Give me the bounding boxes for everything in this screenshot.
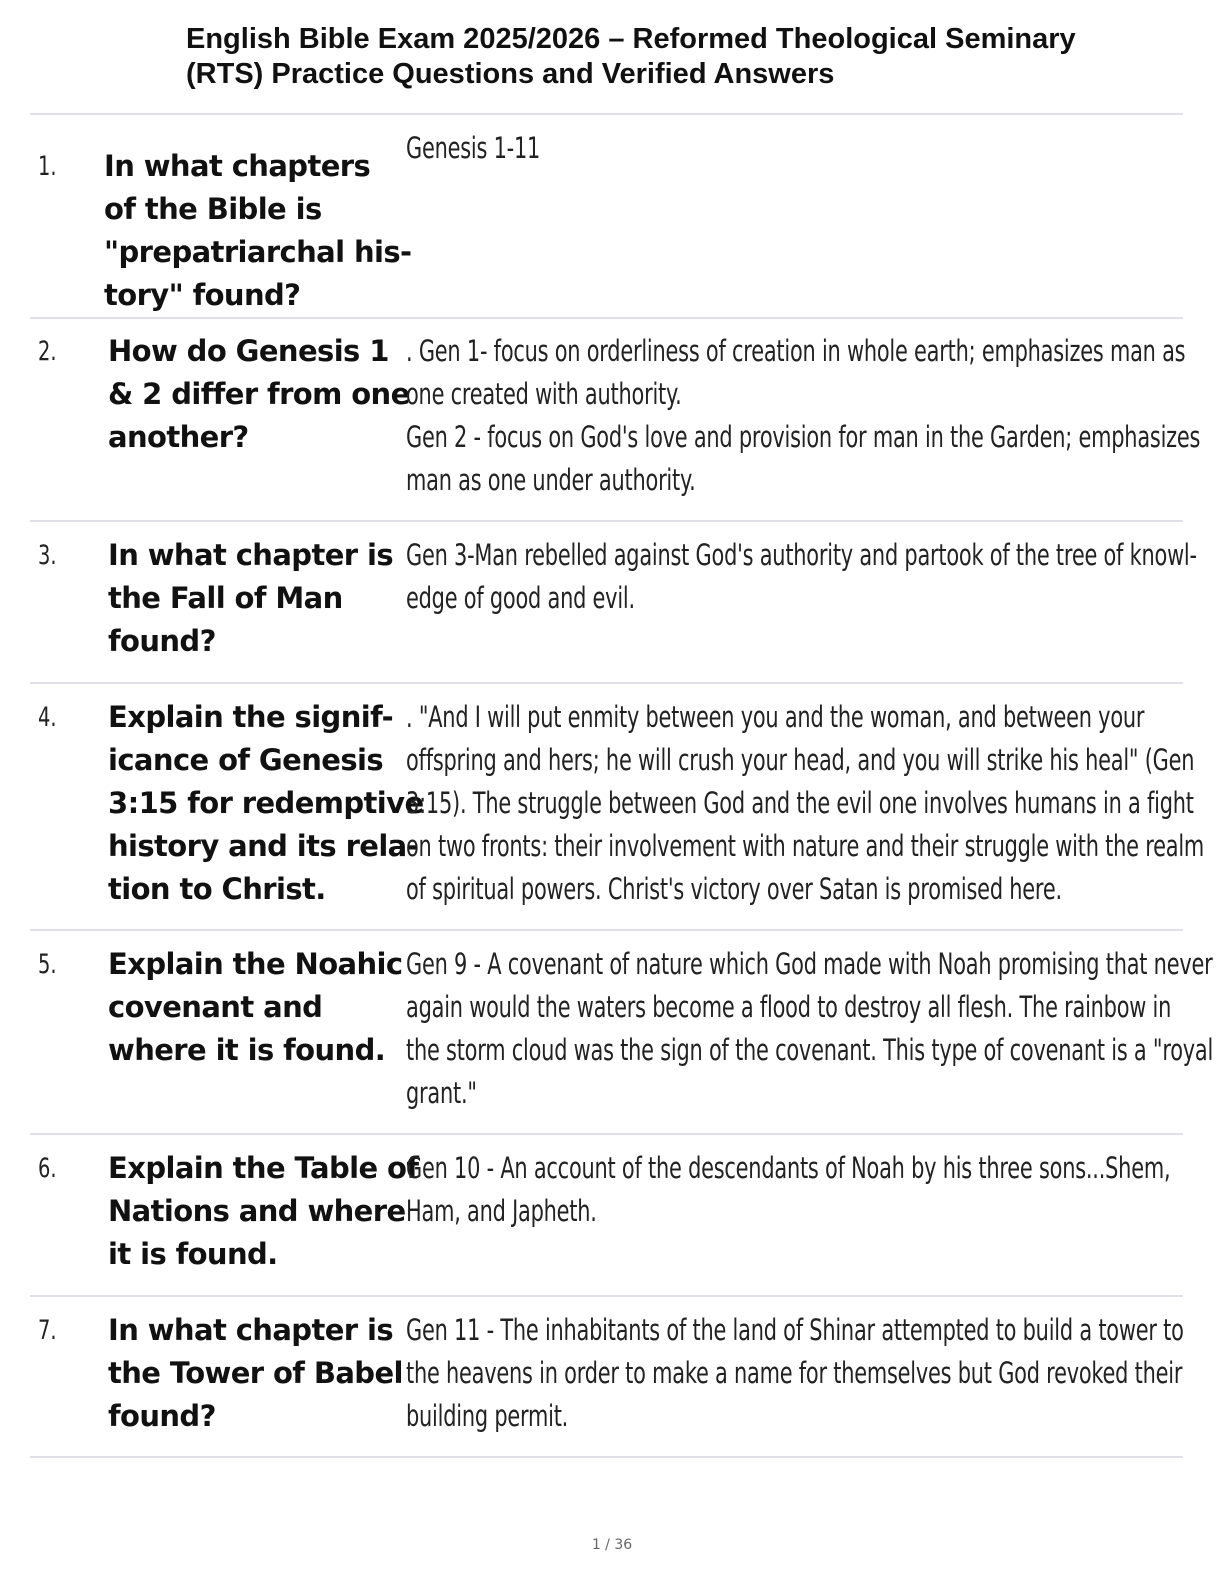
answer-line: the storm cloud was the sign of the covenant. This type of covenant is a "royal bbox=[406, 1033, 1214, 1067]
divider bbox=[30, 1133, 1183, 1135]
answer-text bbox=[406, 943, 1214, 1115]
answer-line: edge of good and evil. bbox=[406, 581, 635, 615]
answer-line: grant." bbox=[406, 1076, 477, 1110]
question-number: 4. bbox=[38, 702, 57, 733]
question-line: tion to Christ. bbox=[108, 872, 326, 906]
answer-line: again would the waters become a flood to destroy all flesh. The rainbow in bbox=[406, 990, 1172, 1024]
question-line: Explain the Noahic bbox=[108, 947, 403, 981]
answer-line: the heavens in order to make a name for themselves but God revoked their bbox=[406, 1356, 1183, 1390]
answer-line: . "And I will put enmity between you and the woman, and between your bbox=[406, 700, 1145, 734]
question-line: tory" found? bbox=[104, 278, 301, 312]
question-line: it is found. bbox=[108, 1237, 278, 1271]
question-line: where it is found. bbox=[108, 1033, 386, 1067]
document-title bbox=[186, 22, 1196, 92]
question-line: another? bbox=[108, 420, 249, 454]
question-line: In what chapter is bbox=[108, 1313, 393, 1347]
question-line: In what chapters bbox=[104, 149, 371, 183]
answer-line: . Gen 1- focus on orderliness of creation in whole earth; emphasizes man as bbox=[406, 334, 1186, 368]
question-line: found? bbox=[108, 1399, 216, 1433]
divider bbox=[30, 1456, 1183, 1458]
answer-text bbox=[406, 127, 1169, 170]
answer-line: on two fronts: their involvement with nature and their struggle with the realm bbox=[406, 829, 1205, 863]
question-text bbox=[108, 696, 424, 911]
answer-line: one created with authority. bbox=[406, 377, 682, 411]
divider bbox=[30, 113, 1183, 115]
answer-line: building permit. bbox=[406, 1399, 569, 1433]
question-number: 5. bbox=[38, 949, 57, 980]
answer-line: man as one under authority. bbox=[406, 463, 696, 497]
question-text bbox=[108, 534, 400, 663]
question-line: Explain the Table of bbox=[108, 1151, 419, 1185]
answer-line: of spiritual powers. Christ's victory over Satan is promised here. bbox=[406, 872, 1062, 906]
answer-line: Gen 2 - focus on God's love and provision for man in the Garden; emphasizes bbox=[406, 420, 1201, 454]
divider bbox=[30, 929, 1183, 931]
question-text bbox=[104, 145, 412, 317]
answer-text bbox=[406, 1309, 1184, 1438]
divider bbox=[30, 520, 1183, 522]
question-line: Nations and where bbox=[108, 1194, 406, 1228]
title-line-2: (RTS) Practice Questions and Verified Answers bbox=[186, 58, 835, 90]
question-line: found? bbox=[108, 624, 216, 658]
question-line: the Fall of Man bbox=[108, 581, 343, 615]
answer-line: Gen 10 - An account of the descendants of Noah by his three sons...Shem, bbox=[406, 1151, 1171, 1185]
question-line: & 2 differ from one bbox=[108, 377, 410, 411]
question-number: 2. bbox=[38, 336, 57, 367]
question-line: icance of Genesis bbox=[108, 743, 383, 777]
answer-line: 3:15). The struggle between God and the evil one involves humans in a fight bbox=[406, 786, 1194, 820]
divider bbox=[30, 682, 1183, 684]
question-line: How do Genesis 1 bbox=[108, 334, 389, 368]
question-text bbox=[108, 330, 410, 459]
answer-text bbox=[406, 330, 1201, 502]
answer-line: Gen 11 - The inhabitants of the land of Shinar attempted to build a tower to bbox=[406, 1313, 1184, 1347]
question-line: "prepatriarchal his- bbox=[104, 235, 412, 269]
answer-line: Gen 9 - A covenant of nature which God made with Noah promising that never bbox=[406, 947, 1213, 981]
title-line-1: English Bible Exam 2025/2026 – Reformed Theological Seminary bbox=[186, 23, 1076, 55]
answer-line: Gen 3-Man rebelled against God's authority and partook of the tree of knowl- bbox=[406, 538, 1197, 572]
page-indicator: 1 / 36 bbox=[591, 1537, 633, 1553]
answer-text bbox=[406, 696, 1205, 911]
question-line: history and its rela- bbox=[108, 829, 419, 863]
divider bbox=[30, 1295, 1183, 1297]
question-line: 3:15 for redemptive bbox=[108, 786, 424, 820]
answer-line: Genesis 1-11 bbox=[406, 131, 541, 165]
question-text bbox=[108, 1147, 419, 1276]
question-number: 6. bbox=[38, 1153, 57, 1184]
answer-line: Ham, and Japheth. bbox=[406, 1194, 597, 1228]
question-line: of the Bible is bbox=[104, 192, 322, 226]
question-line: In what chapter is bbox=[108, 538, 393, 572]
question-line: Explain the signif- bbox=[108, 700, 394, 734]
question-number: 3. bbox=[38, 540, 57, 571]
question-line: covenant and bbox=[108, 990, 323, 1024]
answer-line: offspring and hers; he will crush your head, and you will strike his heal" (Gen bbox=[406, 743, 1195, 777]
answer-text bbox=[406, 534, 1197, 620]
question-text bbox=[108, 943, 403, 1072]
question-number: 7. bbox=[38, 1315, 57, 1346]
answer-text bbox=[406, 1147, 1169, 1233]
divider bbox=[30, 317, 1183, 319]
question-text bbox=[108, 1309, 403, 1438]
question-line: the Tower of Babel bbox=[108, 1356, 403, 1390]
question-number: 1. bbox=[38, 151, 57, 182]
